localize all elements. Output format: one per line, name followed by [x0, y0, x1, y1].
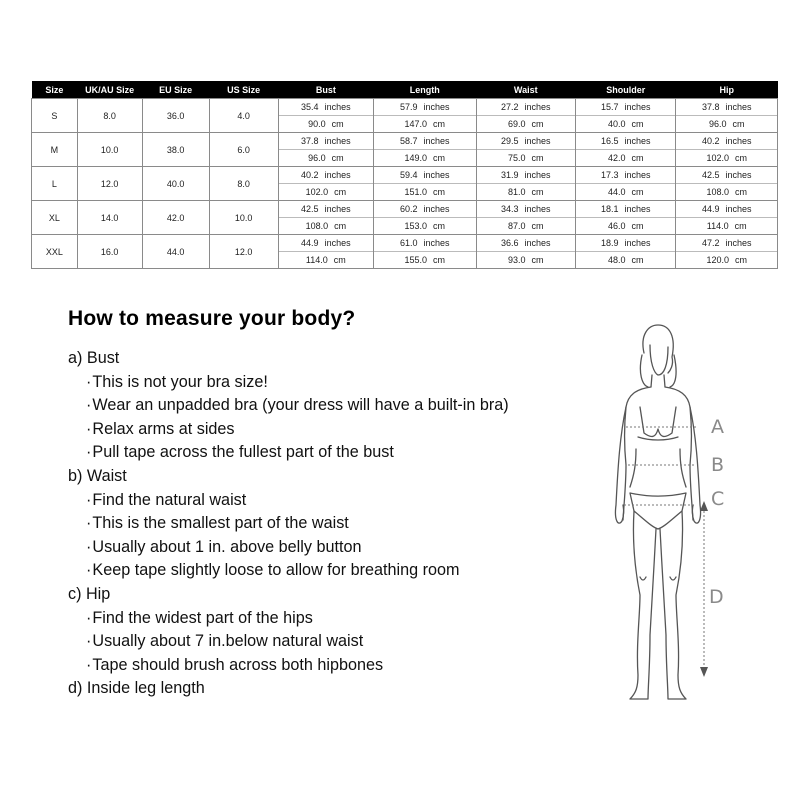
instruction-bullet: · Usually about 7 in.below natural waist	[68, 630, 588, 654]
measure-unit: cm	[631, 119, 644, 129]
measure-unit: inches	[624, 238, 651, 248]
hip-cm-value	[676, 218, 777, 234]
instruction-bullet: · Keep tape slightly loose to allow for breathing room	[68, 559, 588, 583]
label-a: A	[711, 416, 724, 438]
measure-number: 27.2	[500, 102, 519, 112]
measure-number: 46.0	[607, 221, 626, 231]
shoulder-in-value	[576, 133, 675, 150]
table-row	[32, 99, 778, 133]
measure-unit: cm	[631, 255, 644, 265]
measure-number: 87.0	[507, 221, 526, 231]
measure-number: 120.0	[706, 255, 729, 265]
cell-waist	[476, 201, 575, 235]
measure-number: 81.0	[507, 187, 526, 197]
cell-uk: 8.0	[77, 99, 142, 133]
hip-in-value	[676, 167, 777, 184]
length-in-value	[374, 133, 476, 150]
cell-us: 8.0	[209, 167, 278, 201]
table-body	[32, 99, 778, 269]
measure-unit: inches	[524, 136, 551, 146]
measure-number: 15.7	[600, 102, 619, 112]
measure-number: 42.5	[701, 170, 720, 180]
hip-in-value	[676, 133, 777, 150]
cell-us: 12.0	[209, 235, 278, 269]
inseam-arrow-up	[700, 501, 708, 511]
hip-in-value	[676, 99, 777, 116]
measure-number: 48.0	[607, 255, 626, 265]
cell-uk: 16.0	[77, 235, 142, 269]
measure-unit: inches	[524, 204, 551, 214]
measure-unit: inches	[624, 136, 651, 146]
bust-cm-value	[279, 150, 373, 166]
section-label: b) Waist	[68, 466, 127, 485]
cell-shoulder	[575, 133, 675, 167]
cell-size: XXL	[32, 235, 78, 269]
measure-number: 44.9	[301, 238, 319, 248]
waist-in-value	[477, 167, 575, 184]
measure-unit: cm	[433, 221, 446, 231]
measure-number: 149.0	[404, 153, 428, 163]
hip-cm-value	[676, 184, 777, 200]
table-row	[32, 201, 778, 235]
cell-eu: 44.0	[142, 235, 209, 269]
measure-number: 31.9	[500, 170, 519, 180]
measure-unit: cm	[531, 255, 544, 265]
measure-unit: cm	[734, 255, 747, 265]
table-header-row	[32, 81, 778, 99]
cell-size: XL	[32, 201, 78, 235]
cell-hip	[676, 133, 778, 167]
measure-unit: inches	[324, 204, 351, 214]
measure-unit: inches	[624, 102, 651, 112]
bra-band	[638, 437, 678, 440]
waist-in-value	[477, 201, 575, 218]
cell-shoulder	[575, 201, 675, 235]
measure-number: 114.0	[706, 221, 729, 231]
bust-in-value	[279, 167, 373, 184]
underwear-outline	[630, 493, 686, 529]
length-cm-value	[374, 252, 476, 268]
label-b: B	[711, 454, 725, 476]
bust-in-value	[279, 235, 373, 252]
cell-us: 10.0	[209, 201, 278, 235]
measure-number: 155.0	[404, 255, 428, 265]
instruction-bullet: · Find the widest part of the hips	[68, 607, 588, 631]
measure-unit: inches	[324, 102, 351, 112]
section-label: d) Inside leg length	[68, 679, 205, 698]
measure-unit: cm	[734, 153, 747, 163]
cell-waist	[476, 133, 575, 167]
measure-unit: cm	[333, 255, 346, 265]
measure-unit: cm	[331, 119, 344, 129]
measure-number: 17.3	[600, 170, 619, 180]
measure-unit: inches	[725, 170, 752, 180]
measure-unit: cm	[433, 255, 446, 265]
face-outline	[650, 345, 668, 375]
instruction-bullet: · Relax arms at sides	[68, 418, 588, 442]
column-header: UK/AU Size	[77, 81, 142, 99]
section-label: a) Bust	[68, 349, 120, 367]
measure-unit: cm	[334, 221, 347, 231]
measure-number: 35.4	[301, 102, 319, 112]
measure-number: 42.5	[301, 204, 319, 214]
measure-number: 16.5	[600, 136, 619, 146]
table-row	[32, 133, 778, 167]
measure-number: 29.5	[500, 136, 519, 146]
length-cm-value	[374, 218, 476, 234]
measure-unit: inches	[725, 102, 752, 112]
shoulder-in-value	[576, 201, 675, 218]
measure-number: 44.9	[701, 204, 720, 214]
shoulder-cm-value	[576, 150, 675, 166]
measure-unit: cm	[433, 153, 446, 163]
cell-shoulder	[575, 235, 675, 269]
cell-shoulder	[575, 167, 675, 201]
measure-unit: inches	[423, 136, 450, 146]
measure-number: 108.0	[706, 187, 729, 197]
instruction-bullet: · Tape should brush across both hipbones	[68, 654, 588, 678]
hip-cm-value	[676, 150, 777, 166]
hip-in-value	[676, 201, 777, 218]
measure-unit: cm	[734, 187, 747, 197]
column-header: Length	[374, 81, 477, 99]
bust-cm-value	[279, 218, 373, 234]
measure-unit: inches	[423, 204, 450, 214]
measure-unit: inches	[423, 102, 450, 112]
column-header: US Size	[209, 81, 278, 99]
cell-length	[374, 167, 477, 201]
neck-outline	[651, 375, 665, 387]
cell-eu: 40.0	[142, 167, 209, 201]
column-header: Hip	[676, 81, 778, 99]
cell-waist	[476, 167, 575, 201]
measure-unit: inches	[324, 170, 351, 180]
shoulder-in-value	[576, 235, 675, 252]
cell-us: 6.0	[209, 133, 278, 167]
cell-us: 4.0	[209, 99, 278, 133]
shoulder-in-value	[576, 99, 675, 116]
measure-number: 60.2	[400, 204, 418, 214]
cell-hip	[676, 235, 778, 269]
instruction-bullet: · Usually about 1 in. above belly button	[68, 536, 588, 560]
waist-in-value	[477, 133, 575, 150]
cell-bust	[278, 99, 373, 133]
bust-cm-value	[279, 116, 373, 132]
cell-length	[374, 99, 477, 133]
column-header: Bust	[278, 81, 373, 99]
measure-unit: cm	[531, 119, 544, 129]
measure-number: 96.0	[308, 153, 326, 163]
cell-hip	[676, 167, 778, 201]
measure-unit: cm	[334, 187, 347, 197]
table-row	[32, 167, 778, 201]
label-d: D	[709, 586, 724, 608]
left-leg-outline	[630, 511, 656, 699]
measure-number: 61.0	[400, 238, 418, 248]
cell-eu: 36.0	[142, 99, 209, 133]
column-header: Size	[32, 81, 78, 99]
measure-unit: cm	[734, 221, 747, 231]
cell-eu: 42.0	[142, 201, 209, 235]
cell-bust	[278, 133, 373, 167]
column-header: EU Size	[142, 81, 209, 99]
measure-number: 57.9	[400, 102, 418, 112]
cell-bust	[278, 167, 373, 201]
length-in-value	[374, 201, 476, 218]
shoulder-cm-value	[576, 252, 675, 268]
body-measurement-figure	[596, 315, 756, 715]
measure-number: 102.0	[706, 153, 729, 163]
measure-unit: inches	[725, 204, 752, 214]
hair-outline	[640, 355, 676, 387]
cell-length	[374, 133, 477, 167]
waist-cm-value	[477, 150, 575, 166]
measure-number: 59.4	[400, 170, 418, 180]
bra-outline	[640, 407, 676, 436]
shoulder-in-value	[576, 167, 675, 184]
measure-number: 96.0	[708, 119, 727, 129]
measure-unit: inches	[624, 170, 651, 180]
shoulder-cm-value	[576, 184, 675, 200]
measure-unit: cm	[331, 153, 344, 163]
measure-unit: inches	[524, 102, 551, 112]
cell-hip	[676, 201, 778, 235]
length-cm-value	[374, 150, 476, 166]
measure-number: 37.8	[701, 102, 720, 112]
cell-size: L	[32, 167, 78, 201]
measure-number: 151.0	[404, 187, 428, 197]
measure-number: 114.0	[305, 255, 328, 265]
measure-number: 47.2	[701, 238, 720, 248]
measure-unit: cm	[732, 119, 745, 129]
measure-number: 18.9	[600, 238, 619, 248]
measure-unit: cm	[531, 187, 544, 197]
table-row	[32, 235, 778, 269]
measure-unit: inches	[324, 136, 351, 146]
waist-in-value	[477, 99, 575, 116]
cell-eu: 38.0	[142, 133, 209, 167]
measure-unit: cm	[631, 187, 644, 197]
cell-uk: 14.0	[77, 201, 142, 235]
cell-shoulder	[575, 99, 675, 133]
measure-unit: inches	[524, 170, 551, 180]
instruction-bullet: · Find the natural waist	[68, 489, 588, 513]
shoulder-cm-value	[576, 116, 675, 132]
measure-unit: cm	[631, 221, 644, 231]
waist-outline	[630, 449, 686, 487]
waist-cm-value	[477, 218, 575, 234]
instruction-bullet: · This is the smallest part of the waist	[68, 512, 588, 536]
measure-unit: inches	[725, 136, 752, 146]
measure-number: 40.2	[301, 170, 319, 180]
measure-unit: cm	[433, 187, 446, 197]
bust-cm-value	[279, 252, 373, 268]
measure-unit: inches	[324, 238, 351, 248]
measure-unit: inches	[725, 238, 752, 248]
cell-uk: 12.0	[77, 167, 142, 201]
waist-cm-value	[477, 184, 575, 200]
cell-bust	[278, 235, 373, 269]
measure-number: 147.0	[404, 119, 428, 129]
length-cm-value	[374, 116, 476, 132]
bust-in-value	[279, 201, 373, 218]
size-chart-table	[31, 81, 778, 269]
measure-number: 93.0	[507, 255, 526, 265]
measure-unit: cm	[531, 221, 544, 231]
measure-unit: inches	[423, 238, 450, 248]
measure-number: 69.0	[507, 119, 526, 129]
waist-in-value	[477, 235, 575, 252]
measure-number: 58.7	[400, 136, 418, 146]
cell-size: S	[32, 99, 78, 133]
waist-cm-value	[477, 116, 575, 132]
length-cm-value	[374, 184, 476, 200]
length-in-value	[374, 99, 476, 116]
hip-cm-value	[676, 252, 777, 268]
measure-number: 18.1	[600, 204, 619, 214]
cell-size: M	[32, 133, 78, 167]
measure-unit: cm	[433, 119, 446, 129]
measure-number: 108.0	[305, 221, 329, 231]
cell-bust	[278, 201, 373, 235]
cell-hip	[676, 99, 778, 133]
measure-unit: cm	[531, 153, 544, 163]
measure-unit: inches	[524, 238, 551, 248]
waist-cm-value	[477, 252, 575, 268]
measure-number: 42.0	[607, 153, 626, 163]
measure-guide-title: How to measure your body?	[68, 307, 356, 330]
instruction-bullet: · This is not your bra size!	[68, 371, 588, 395]
bust-in-value	[279, 99, 373, 116]
measure-number: 36.6	[500, 238, 519, 248]
shoulder-cm-value	[576, 218, 675, 234]
label-c: C	[711, 488, 725, 510]
section-label: c) Hip	[68, 584, 111, 603]
cell-length	[374, 201, 477, 235]
length-in-value	[374, 235, 476, 252]
measure-number: 34.3	[500, 204, 519, 214]
measure-unit: inches	[423, 170, 450, 180]
measure-unit: cm	[631, 153, 644, 163]
hip-in-value	[676, 235, 777, 252]
cell-uk: 10.0	[77, 133, 142, 167]
bust-cm-value	[279, 184, 373, 200]
instruction-bullet: · Pull tape across the fullest part of the bust	[68, 441, 588, 465]
measure-number: 44.0	[607, 187, 626, 197]
measure-number: 90.0	[308, 119, 326, 129]
cell-waist	[476, 235, 575, 269]
bust-in-value	[279, 133, 373, 150]
measure-number: 37.8	[301, 136, 319, 146]
measure-unit: inches	[624, 204, 651, 214]
cell-length	[374, 235, 477, 269]
inseam-arrow-down	[700, 667, 708, 677]
measure-number: 40.2	[701, 136, 720, 146]
column-header: Waist	[476, 81, 575, 99]
torso-left-outline	[623, 387, 651, 520]
measure-number: 153.0	[404, 221, 428, 231]
length-in-value	[374, 167, 476, 184]
measure-number: 40.0	[607, 119, 626, 129]
measure-number: 75.0	[507, 153, 526, 163]
measure-instructions	[68, 347, 588, 701]
instruction-bullet: · Wear an unpadded bra (your dress will have a built-in bra)	[68, 394, 588, 418]
hip-cm-value	[676, 116, 777, 132]
knee-marks	[640, 577, 676, 580]
measure-number: 102.0	[305, 187, 329, 197]
torso-right-outline	[665, 387, 693, 520]
column-header: Shoulder	[575, 81, 675, 99]
head-outline	[643, 325, 673, 373]
right-leg-outline	[660, 511, 686, 699]
cell-waist	[476, 99, 575, 133]
